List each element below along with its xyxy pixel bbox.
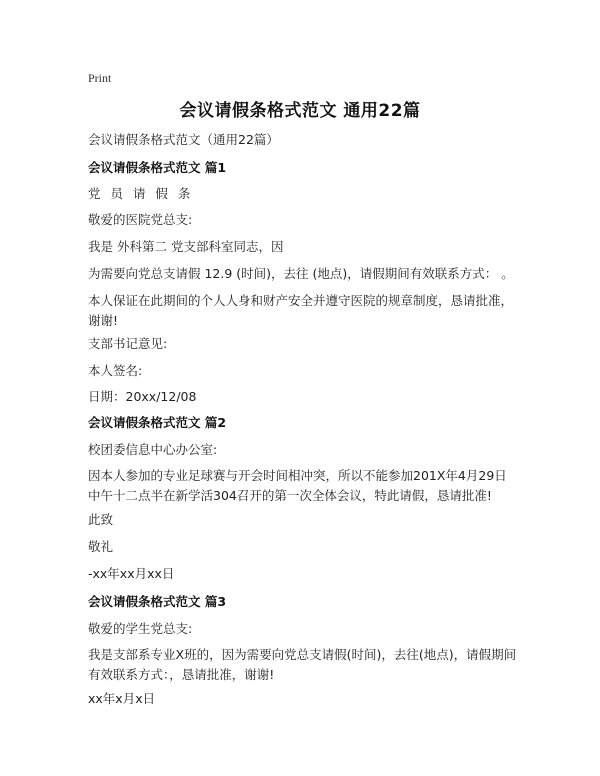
- section-heading-1: 会议请假条格式范文 篇1: [88, 160, 227, 175]
- section-2-line-4: 敬礼: [88, 539, 114, 554]
- section-3-line-2: 我是支部系专业X班的，因为需要向党总支请假(时间)，去往(地点)，请假期间有效联系方式：，恳请批准，谢谢!: [88, 647, 517, 682]
- section-heading-2: 会议请假条格式范文 篇2: [88, 415, 227, 430]
- section-2-line-1: 校团委信息中心办公室:: [88, 442, 218, 457]
- section-1-line-7: 本人签名:: [88, 363, 143, 378]
- section-3-line-1: 敬爱的学生党总支:: [88, 621, 193, 636]
- section-1-line-6: 支部书记意见:: [88, 336, 168, 351]
- section-1-line-2: 敬爱的医院党总支:: [88, 212, 193, 227]
- section-2-line-5: -xx年xx月xx日: [88, 566, 175, 581]
- section-1-line-4: 为需要向党总支请假 12.9 (时间)，去往 (地点)，请假期间有效联系方式： 。: [88, 266, 514, 281]
- section-heading-3: 会议请假条格式范文 篇3: [88, 594, 227, 609]
- document-subtitle: 会议请假条格式范文（通用22篇）: [88, 132, 279, 147]
- section-1-line-1: 党 员 请 假 条: [88, 186, 194, 201]
- print-label[interactable]: Print: [88, 71, 112, 85]
- document-title: 会议请假条格式范文 通用22篇: [179, 101, 421, 121]
- section-1-line-5: 本人保证在此期间的个人人身和财产安全并遵守医院的规章制度，恳请批准，谢谢!: [88, 293, 514, 328]
- section-1-line-8: 日期：20xx/12/08: [88, 389, 197, 404]
- section-2-line-2: 因本人参加的专业足球赛与开会时间相冲突，所以不能参加201X年4月29日中午十二点半在新学活304召开的第一次全体会议，特此请假，恳请批准!: [88, 468, 507, 503]
- section-3-line-3: xx年x月x日: [88, 691, 156, 706]
- section-1-line-3: 我是 外科第二 党支部科室同志，因: [88, 239, 284, 254]
- section-2-line-3: 此致: [88, 512, 114, 527]
